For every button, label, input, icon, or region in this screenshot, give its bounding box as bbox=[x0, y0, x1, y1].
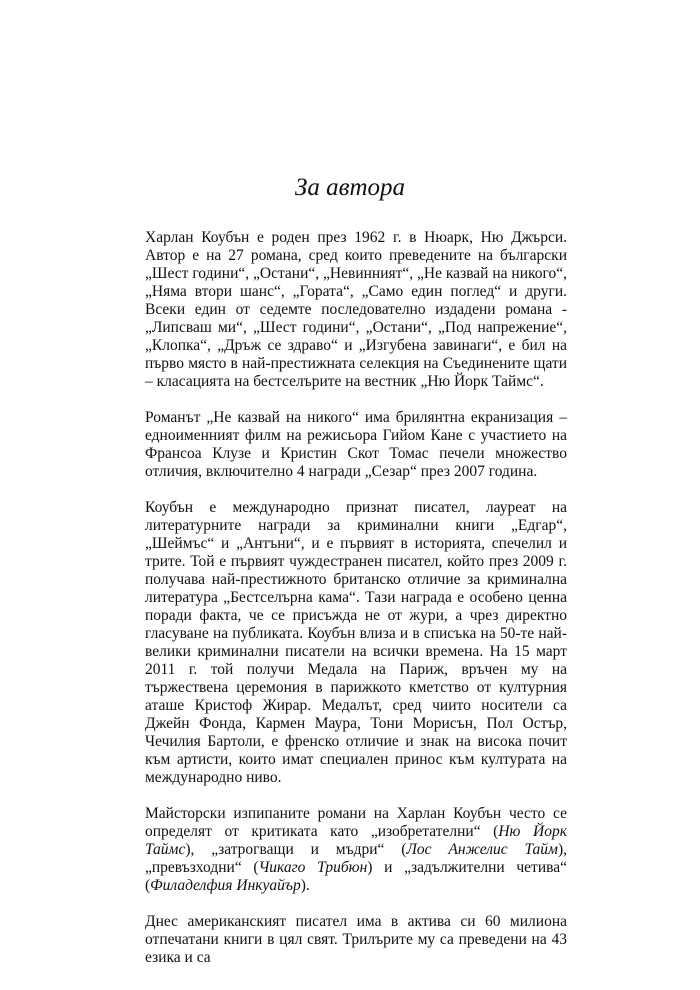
text-run: Коубън е международно признат писател, лауреат на литературните награди за криминални книги „Едгар“, „Шеймъс“ и „Антъни“, и е първият в историята, спечелил и трите. Той е първият чуждестранен писател, който през 2009 г. получава най-престижното британско отличие за криминална литература „Бестселърна кама“. Тази награда е особено ценна поради факта, че се присъжда не от жури, а чрез директно гласуване на публиката. Коубън влиза и в списъка на 50-те най-велики криминални писатели на всички времена. На 15 март 2011 г. той получи Медала на Париж, връчен му на тържествена церемония в парижкото кметство от културния аташе Кристоф Жирар. Медалът, сред чиито носители са Джейн Фонда, Кармен Маура, Тони Морисън, Пол Остър, Чечилия Бартоли, е френско отличие и знак на висока почит към артисти, които имат специален принос към културата на международно ниво. bbox=[145, 499, 567, 786]
text-run: Романът „Не казвай на никого“ има брилянтна екранизация – едноименният филм на режисьора Гийом Кане с участието на Франсоа Клузе и Кристин Скот Томас печели множество отличия, включително 4 награди „Сезар“ през 2007 година. bbox=[145, 409, 567, 480]
text-run: ), „затрогващи и мъдри“ ( bbox=[185, 841, 407, 858]
text-run: Майсторски изпипаните романи на Харлан Коубън често се определят от критиката като „изобретателни“ ( bbox=[145, 805, 567, 840]
text-run: ). bbox=[300, 877, 310, 894]
page-title: За автора bbox=[294, 174, 406, 201]
paragraph bbox=[145, 499, 567, 787]
paragraph bbox=[145, 229, 567, 391]
body-text bbox=[145, 229, 567, 967]
paragraph bbox=[145, 805, 567, 895]
italic-citation: Ню Йорк Таймс bbox=[145, 823, 567, 858]
italic-citation: Чикаго Трибюн bbox=[258, 859, 368, 876]
text-run: ), „превъзходни“ ( bbox=[145, 841, 567, 876]
italic-citation: Филаделфия Инкуайър bbox=[150, 877, 301, 894]
paragraph bbox=[145, 409, 567, 481]
text-run: ) и „задължителни четива“ ( bbox=[145, 859, 567, 894]
text-run: Харлан Коубън е роден през 1962 г. в Нюарк, Ню Джърси. Автор е на 27 романа, сред които преведените на български „Шест години“, „Остани“, „Невинният“, „Не казвай на никого“, „Няма втори шанс“, „Гората“, „Само един поглед“ и други. Всеки един от седемте последователно издадени романа - „Липсваш ми“, „Шест години“, „Остани“, „Под напрежение“, „Клопка“, „Дръж се здраво“ и „Изгубена завинаги“, е бил на първо място в най-престижната селекция на Съединените щати – класацията на бестселърите на вестник „Ню Йорк Таймс“. bbox=[145, 229, 567, 390]
paragraph bbox=[145, 913, 567, 967]
text-run: Днес американският писател има в актива си 60 милиона отпечатани книги в цял свят. Трилърите му са преведени на 43 езика и са bbox=[145, 913, 567, 966]
italic-citation: Лос Анжелис Тайм bbox=[406, 841, 558, 858]
